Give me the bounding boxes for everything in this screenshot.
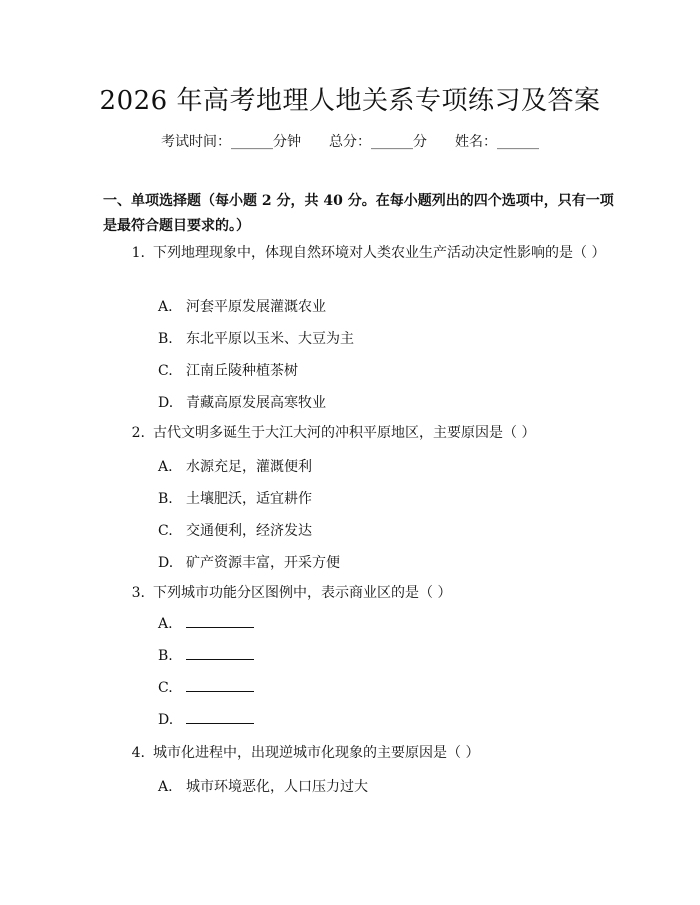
section-heading: 一、单项选择题（每小题 2 分，共 40 分。在每小题列出的四个选项中，只有一项是最符合题目要求的。）: [103, 193, 614, 234]
name-field[interactable]: [455, 131, 539, 151]
option-text: 交通便利，经济发达: [186, 523, 312, 539]
option-letter: B.: [158, 491, 173, 507]
option-1c[interactable]: [158, 360, 298, 380]
total-score-field[interactable]: [329, 131, 427, 151]
option-3d[interactable]: [158, 712, 254, 728]
option-1b[interactable]: [158, 328, 354, 348]
option-text: 矿产资源丰富，开采方便: [186, 555, 340, 571]
question-text: 下列地理现象中，体现自然环境对人类农业生产活动决定性影响的是（ ）: [153, 245, 606, 261]
option-letter: D.: [158, 395, 174, 411]
answer-blank-line: [186, 651, 254, 660]
option-letter: C.: [158, 523, 173, 539]
option-letter: C.: [158, 680, 173, 696]
option-letter: A.: [158, 779, 173, 795]
question-text: 古代文明多诞生于大江大河的冲积平原地区，主要原因是（ ）: [153, 425, 536, 441]
option-letter: A.: [158, 616, 173, 632]
option-text: 土壤肥沃，适宜耕作: [186, 491, 312, 507]
question-text: 城市化进程中，出现逆城市化现象的主要原因是（ ）: [153, 745, 480, 761]
answer-blank-line: [186, 683, 254, 692]
exam-time-unit: 分钟: [273, 134, 301, 150]
total-score-unit: 分: [413, 134, 427, 150]
exam-time-blank[interactable]: ______: [231, 134, 273, 150]
option-text: 东北平原以玉米、大豆为主: [186, 331, 354, 347]
option-1d[interactable]: [158, 392, 326, 412]
option-2d[interactable]: [158, 552, 340, 572]
option-text: 青藏高原发展高寒牧业: [186, 395, 326, 411]
page-title: 2026 年高考地理人地关系专项练习及答案: [99, 86, 601, 116]
option-2b[interactable]: [158, 488, 312, 508]
option-letter: D.: [158, 712, 174, 728]
option-2a[interactable]: [158, 456, 312, 476]
option-text: 河套平原发展灌溉农业: [186, 299, 326, 315]
option-4a[interactable]: [158, 776, 368, 796]
question-text: 下列城市功能分区图例中，表示商业区的是（ ）: [153, 585, 452, 601]
option-letter: A.: [158, 459, 173, 475]
option-3b[interactable]: [158, 648, 254, 664]
option-2c[interactable]: [158, 520, 312, 540]
question-number: 3.: [131, 585, 145, 601]
question-number: 4.: [131, 745, 145, 761]
option-1a[interactable]: [158, 296, 326, 316]
question-1: [103, 242, 613, 265]
exam-time-label: 考试时间：: [161, 134, 231, 150]
answer-blank-line: [186, 715, 254, 724]
option-3a[interactable]: [158, 616, 254, 632]
question-number: 2.: [131, 425, 145, 441]
option-text: 江南丘陵种植茶树: [186, 363, 298, 379]
question-4: [103, 742, 613, 765]
question-number: 1.: [131, 245, 145, 261]
option-letter: B.: [158, 331, 173, 347]
name-blank[interactable]: ______: [497, 134, 539, 150]
option-letter: C.: [158, 363, 173, 379]
question-2: [103, 422, 613, 445]
exam-time-field[interactable]: [161, 131, 301, 151]
option-text: 城市环境恶化，人口压力过大: [186, 779, 368, 795]
total-score-blank[interactable]: ______: [371, 134, 413, 150]
option-3c[interactable]: [158, 680, 254, 696]
option-text: 水源充足，灌溉便利: [186, 459, 312, 475]
option-letter: D.: [158, 555, 174, 571]
question-3: [103, 582, 613, 605]
option-letter: A.: [158, 299, 173, 315]
total-score-label: 总分：: [329, 134, 371, 150]
name-label: 姓名：: [455, 134, 497, 150]
answer-blank-line: [186, 619, 254, 628]
exam-meta: [0, 131, 700, 151]
option-letter: B.: [158, 648, 173, 664]
